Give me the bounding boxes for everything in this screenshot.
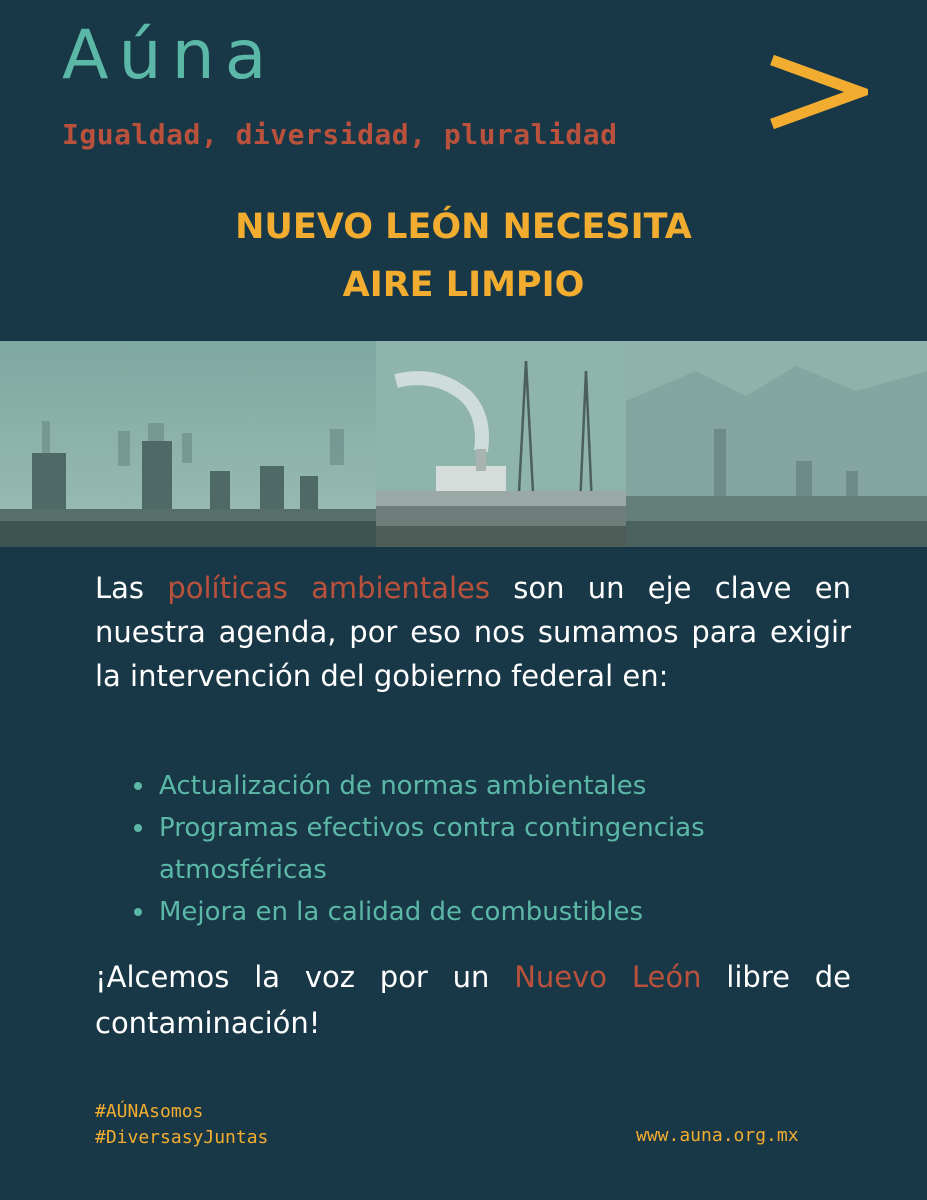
intro-suffix: son un eje clave en nuestra agenda, por eso nos sumamos para exigir la intervención del gobierno federal en: [95, 571, 851, 693]
closing-prefix: ¡Alcemos la voz por un [95, 960, 515, 994]
photo-hazy-mountain-city [626, 341, 927, 547]
list-item: Mejora en la calidad de combustibles [126, 891, 856, 933]
closing-paragraph [95, 954, 851, 1046]
website-link[interactable]: www.auna.org.mx [636, 1125, 799, 1146]
bullet-dot-icon [134, 782, 142, 790]
intro-prefix: Las [95, 571, 168, 605]
hashtag-aunasomos: #AÚNAsomos [95, 1101, 204, 1122]
tagline: Igualdad, diversidad, pluralidad [62, 118, 618, 151]
list-item: Programas efectivos contra contingencias atmosféricas [126, 807, 856, 891]
photo-hazy-city-skyline [0, 341, 376, 547]
intro-highlight: políticas ambientales [167, 571, 490, 605]
bullet-dot-icon [134, 908, 142, 916]
demands-list [126, 765, 856, 933]
bullet-dot-icon [134, 824, 142, 832]
closing-highlight: Nuevo León [514, 960, 702, 994]
headline-line-2: AIRE LIMPIO [342, 265, 585, 305]
logo-text: Aúna [62, 16, 277, 95]
chevron-right-icon [764, 52, 868, 132]
intro-paragraph [95, 566, 851, 698]
headline-line-1: NUEVO LEÓN NECESITA [235, 207, 692, 247]
headline [0, 198, 927, 314]
closing-suffix: libre de contaminación! [95, 960, 851, 1040]
photo-strip [0, 341, 927, 547]
hashtags [95, 1099, 268, 1151]
photo-industrial-smokestack [376, 341, 626, 547]
list-item: Actualización de normas ambientales [126, 765, 856, 807]
hashtag-diversasyjuntas: #DiversasyJuntas [95, 1127, 269, 1148]
